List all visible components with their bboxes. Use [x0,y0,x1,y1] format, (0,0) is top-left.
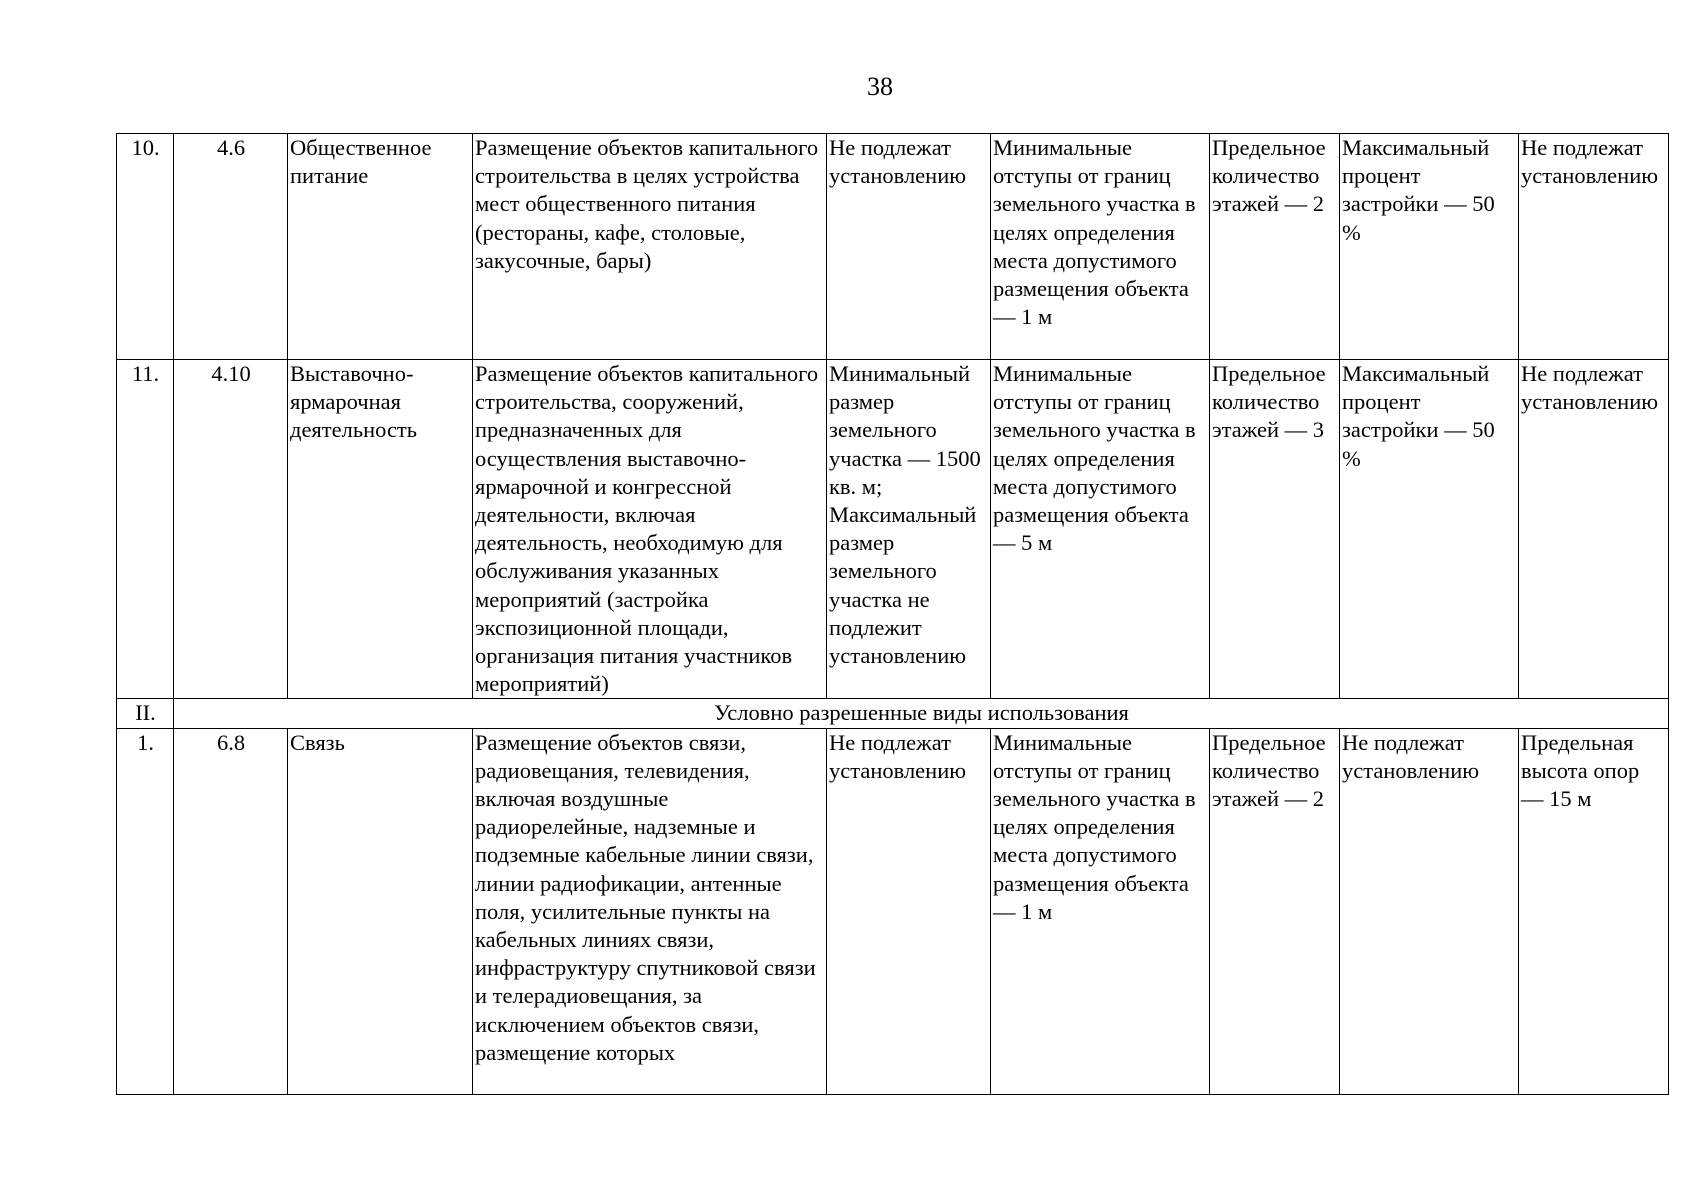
setbacks: Минимальные отступы от границ земельного участка в целях определения места допустимого размещения объекта — 1 м [991,134,1210,360]
coverage: Не подлежат установлению [1340,728,1519,1094]
setbacks: Минимальные отступы от границ земельного участка в целях определения места допустимого размещения объекта — 5 м [991,360,1210,699]
table-row [117,728,1669,1094]
setbacks: Минимальные отступы от границ земельного участка в целях определения места допустимого размещения объекта — 1 м [991,728,1210,1094]
coverage: Максимальный процент застройки — 50 % [1340,134,1519,360]
other-params: Не подлежат установлению [1519,134,1669,360]
floors: Предельное количество этажей — 2 [1210,728,1340,1094]
use-code: 4.10 [174,360,288,699]
row-number: 10. [117,134,174,360]
plot-size: Не подлежат установлению [827,728,991,1094]
section-header-row [117,699,1669,728]
use-name: Выставочно-ярмарочная деятельность [288,360,473,699]
use-name: Общественное питание [288,134,473,360]
plot-size: Минимальный размер земельного участка — 1500 кв. м; Максимальный размер земельного участка не подлежит установлению [827,360,991,699]
land-use-table [116,133,1669,1095]
use-name: Связь [288,728,473,1094]
page-number: 38 [867,72,893,101]
use-description: Размещение объектов капитального строительства, сооружений, предназначенных для осуществления выставочно-ярмарочной и конгрессной деятельности, включая деятельность, необходимую для обслуживания указанных мероприятий (застройка экспозиционной площади, организация питания участников мероприятий) [473,360,827,699]
use-code: 4.6 [174,134,288,360]
use-description: Размещение объектов капитального строительства в целях устройства мест общественного питания (рестораны, кафе, столовые, закусочные, бары) [473,134,827,360]
floors: Предельное количество этажей — 2 [1210,134,1340,360]
section-number: II. [117,699,174,728]
other-params: Не подлежат установлению [1519,360,1669,699]
row-number: 1. [117,728,174,1094]
section-title: Условно разрешенные виды использования [174,699,1669,728]
table-row [117,134,1669,360]
use-description: Размещение объектов связи, радиовещания, телевидения, включая воздушные радиорелейные, надземные и подземные кабельные линии связи, линии радиофикации, антенные поля, усилительные пункты на кабельных линиях связи, инфраструктуру спутниковой связи и телерадиовещания, за исключением объектов связи, размещение которых [473,728,827,1094]
table-row [117,360,1669,699]
floors: Предельное количество этажей — 3 [1210,360,1340,699]
use-code: 6.8 [174,728,288,1094]
plot-size: Не подлежат установлению [827,134,991,360]
row-number: 11. [117,360,174,699]
coverage: Максимальный процент застройки — 50 % [1340,360,1519,699]
other-params: Предельная высота опор — 15 м [1519,728,1669,1094]
